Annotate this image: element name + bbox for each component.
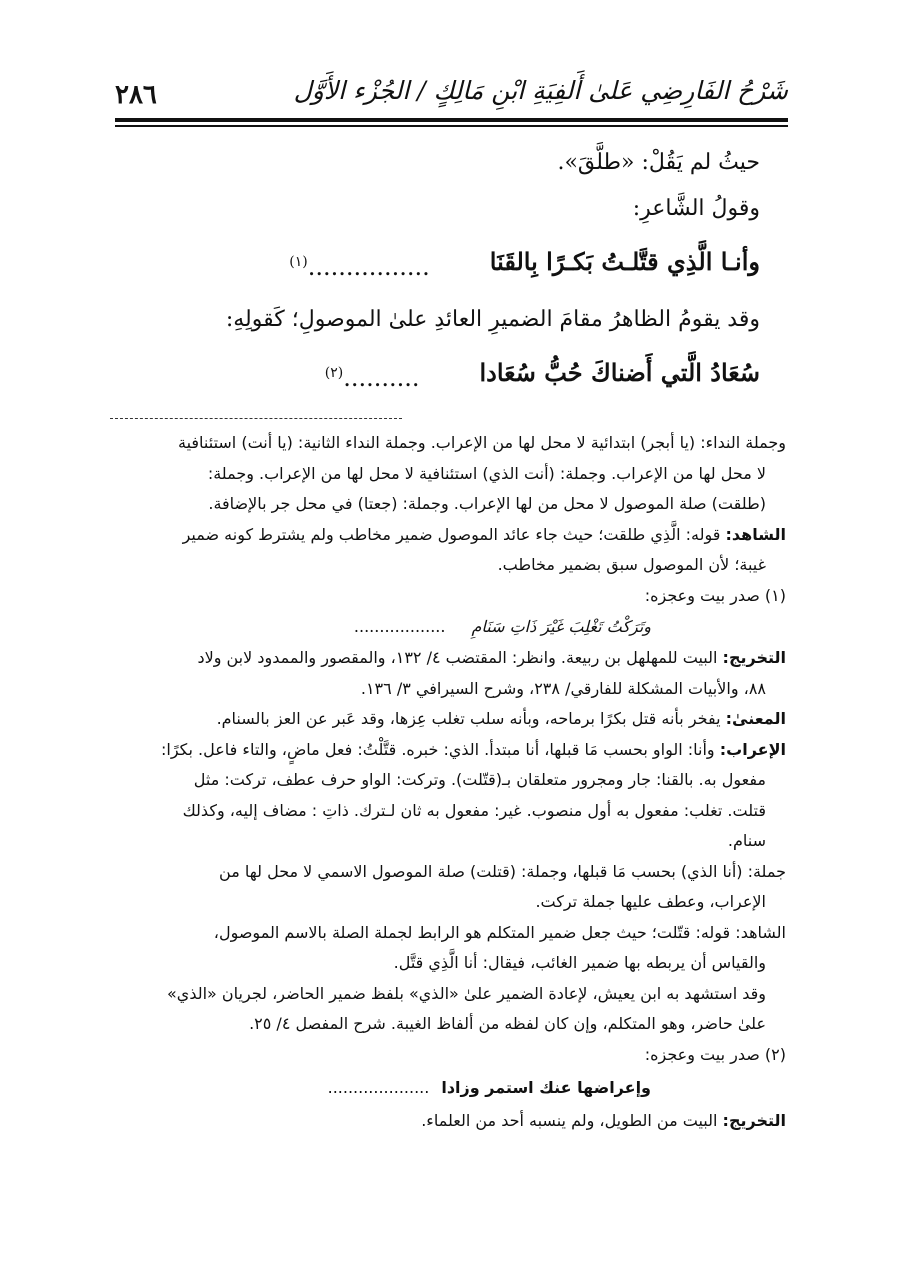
footnote-ref: (٢) bbox=[324, 365, 344, 381]
verse-dots: ..........$^{(٢)}$ bbox=[324, 364, 420, 392]
footnote-separator bbox=[110, 418, 402, 419]
footnote-line: سنام. bbox=[727, 831, 766, 850]
footnote-line: الإعراب: وأنا: الواو بحسب مَا قبلها، أنا مبتدأ. الذي: خبره. قتَّلْتُ: فعل ماضٍ، والتاء فاعل. بكرًا: bbox=[161, 739, 786, 759]
footnote-line: التخريج: البيت للمهلهل بن ربيعة. وانظر: المقتضب ٤/ ١٣٢، والمقصور والممدود لابن ولاد bbox=[197, 648, 786, 667]
label: المعنىٰ: bbox=[725, 709, 786, 728]
footnote-verse bbox=[110, 1070, 786, 1106]
footnote-heading: (٢) صدر بيت وعجزه: bbox=[644, 1044, 786, 1064]
verse-dots: .................. bbox=[353, 617, 446, 636]
label: التخريج: bbox=[722, 648, 786, 667]
footnote-line: لا محل لها من الإعراب. وجملة: (أنت الذي) استئنافية لا محل لها من الإعراب. وجملة: bbox=[207, 463, 766, 483]
footnote-line: (طلقت) صلة الموصول لا محل من لها الإعراب. وجملة: (جعتا) في محل جر بالإضافة. bbox=[208, 494, 766, 513]
header-rule-thick bbox=[115, 118, 788, 122]
text-line: حيثُ لم يَقُلْ: «طلَّقَ». bbox=[557, 150, 760, 175]
footnote-line: مفعول به. بالقنا: جار ومجرور متعلقان بـ(قتّلت). وتركت: الواو حرف عطف، تركت: مثل bbox=[193, 770, 766, 789]
verse-hemistich: وإعراضها عنك استمر وزادا bbox=[441, 1078, 651, 1097]
verse-hemistich: وأنـا الَّذِي قتَّلـتُ بَكـرًا بِالقَنَا bbox=[489, 247, 760, 276]
verse-dots: .................... bbox=[327, 1078, 430, 1097]
footnote-verse bbox=[110, 611, 786, 643]
main-text bbox=[115, 140, 760, 408]
footnote-line: الشاهد: قوله: قتّلت؛ حيث جعل ضمير المتكلم هو الرابط لجملة الصلة بالاسم الموصول، bbox=[213, 922, 786, 942]
running-title: شَرْحُ الفَارِضِي عَلىٰ أَلفِيَةِ ابْنِ مَالِكٍ / الجُزْء الأَوَّل bbox=[293, 76, 788, 105]
label: الإعراب: bbox=[719, 739, 786, 759]
footnote-line: وجملة النداء: (يا أبجر) ابتدائية لا محل لها من الإعراب. وجملة النداء الثانية: (يا أنت) استئنافية bbox=[177, 433, 786, 452]
footnote-line: قتلت. تغلب: مفعول به أول منصوب. غير: مفعول به ثان لـترك. ذاتِ : مضاف إليه، وكذلك bbox=[182, 800, 766, 820]
footnote-line: المعنىٰ: يفخر بأنه قتل بكرًا برماحه، وبأنه سلب تغلب عِزها، وقد عَبر عن العز بالسنام. bbox=[216, 709, 786, 728]
footnote-line: جملة: (أنا الذي) بحسب مَا قبلها، وجملة: (قتلت) صلة الموصول الاسمي لا محل لها من bbox=[219, 861, 786, 881]
verse-hemistich: وتَرَكْتُ تَغْلِبَ غَيْرَ ذَاتِ سَنَامِ bbox=[471, 617, 651, 636]
footnote-line: التخريج: البيت من الطويل، ولم ينسبه أحد من العلماء. bbox=[421, 1111, 786, 1130]
footnote-line: الشاهد: قوله: الَّذِي طلقت؛ حيث جاء عائد الموصول ضمير مخاطب ولم يشترط كونه ضمير bbox=[182, 524, 786, 544]
footnote-line: وقد استشهد به ابن يعيش، لإعادة الضمير علىٰ «الذي» بلفظ ضمير الحاضر، لجريان «الذي» bbox=[167, 983, 766, 1003]
footnote-line: غيبة؛ لأن الموصول سبق بضمير مخاطب. bbox=[497, 555, 766, 574]
footnote-line: علىٰ حاضر، وهو المتكلم، وإن كان لفظه من ألفاظ الغيبة. شرح المفصل ٤/ ٢٥. bbox=[249, 1014, 766, 1033]
verse-line bbox=[115, 343, 760, 408]
footnote-heading: (١) صدر بيت وعجزه: bbox=[644, 585, 786, 605]
page-number: ٢٨٦ bbox=[115, 80, 157, 110]
label: التخريج: bbox=[722, 1111, 786, 1130]
footnote-line: ٨٨، والأبيات المشكلة للفارقي/ ٢٣٨، وشرح السيرافي ٣/ ١٣٦. bbox=[360, 678, 766, 698]
text-line: وقولُ الشَّاعرِ: bbox=[632, 196, 760, 221]
verse-line bbox=[115, 232, 760, 297]
verse-hemistich: سُعَادُ الَّتي أَضناكَ حُبُّ سُعَادا bbox=[479, 358, 760, 387]
footnote-line: والقياس أن يربطه بها ضمير الغائب، فيقال: أنا الَّذِي قتَّل. bbox=[393, 953, 766, 972]
verse-dots: ................$^{(١)}$ bbox=[289, 253, 430, 281]
label: الشاهد: bbox=[725, 524, 786, 544]
footnote-line: الإعراب، وعطف عليها جملة تركت. bbox=[535, 892, 766, 911]
text-line: وقد يقومُ الظاهرُ مقامَ الضميرِ العائدِ علىٰ الموصولِ؛ كَقولِهِ: bbox=[225, 307, 760, 332]
footnote-ref: (١) bbox=[289, 254, 308, 270]
footnotes bbox=[110, 428, 786, 1137]
page-header bbox=[115, 70, 788, 118]
header-rule-thin bbox=[115, 125, 788, 127]
label: الشاهد: bbox=[735, 922, 786, 942]
